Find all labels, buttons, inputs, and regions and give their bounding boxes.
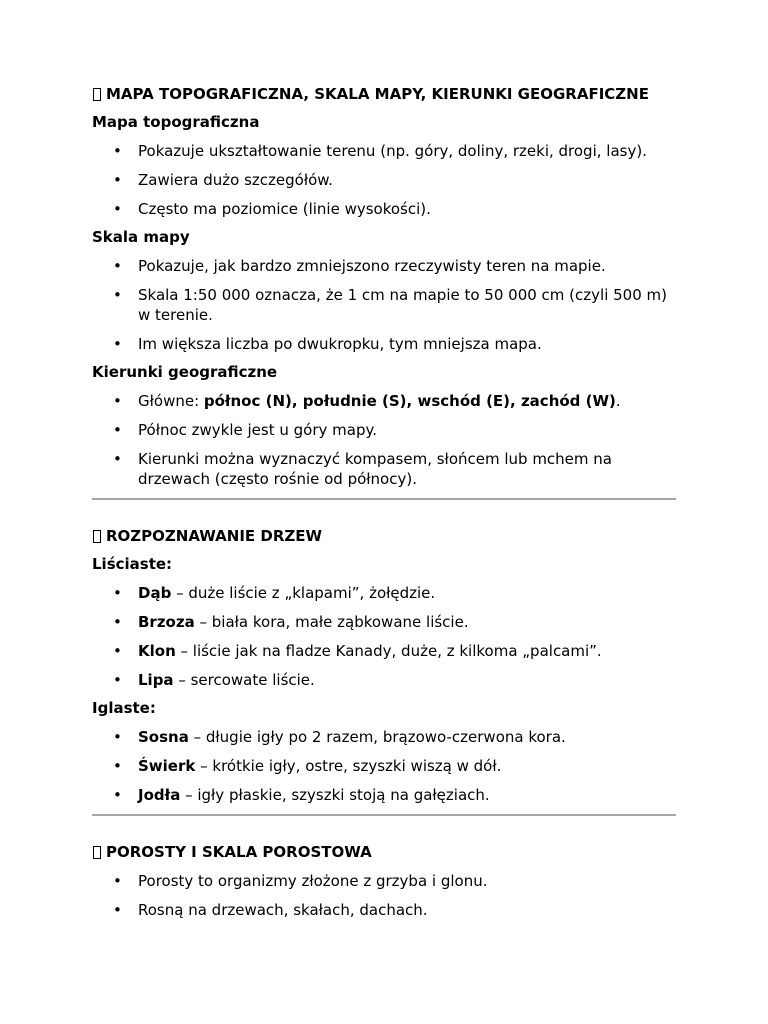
section-heading-text: POROSTY I SKALA POROSTOWA (106, 843, 372, 861)
missing-glyph-icon (93, 88, 101, 101)
bullet-icon: • (113, 613, 122, 631)
list-item: • Klon – liście jak na fladze Kanady, duże, z kilkoma „palcami”. (113, 642, 602, 660)
subheading-lisciaste: Liściaste: (92, 555, 173, 573)
list-mapa-topograficzna (92, 141, 676, 219)
missing-glyph-icon (93, 846, 101, 859)
list-iglaste (92, 727, 676, 805)
list-item: • Skala 1:50 000 oznacza, że 1 cm na mapie to 50 000 cm (czyli 500 m) w terenie. (113, 286, 667, 324)
section-heading-text: ROZPOZNAWANIE DRZEW (106, 527, 323, 545)
list-item: • Pokazuje, jak bardzo zmniejszono rzeczywisty teren na mapie. (113, 257, 606, 275)
list-item: • Lipa – sercowate liście. (113, 671, 315, 689)
section-heading-porosty (92, 843, 676, 861)
list-kierunki (92, 391, 676, 489)
list-item: • Zawiera dużo szczegółów. (113, 171, 333, 189)
list-item: • Często ma poziomice (linie wysokości). (113, 200, 431, 218)
bullet-icon: • (113, 872, 122, 890)
list-item: • Główne: północ (N), południe (S), wschód (E), zachód (W). (113, 392, 621, 410)
missing-glyph-icon (93, 530, 101, 543)
document-page (92, 85, 676, 929)
list-lisciaste (92, 583, 676, 690)
section-heading-drzewa (92, 527, 676, 545)
section-heading-mapa (92, 85, 676, 103)
subheading-kierunki: Kierunki geograficzne (92, 363, 278, 381)
list-item: • Rosną na drzewach, skałach, dachach. (113, 901, 428, 919)
bullet-icon: • (113, 171, 122, 189)
list-item: • Im większa liczba po dwukropku, tym mniejsza mapa. (113, 335, 542, 353)
bullet-icon: • (113, 200, 122, 218)
list-skala-mapy (92, 256, 676, 354)
subheading-iglaste: Iglaste: (92, 699, 156, 717)
bullet-icon: • (113, 257, 122, 275)
bullet-icon: • (113, 671, 122, 689)
bullet-icon: • (113, 757, 122, 775)
section-heading-text: MAPA TOPOGRAFICZNA, SKALA MAPY, KIERUNKI GEOGRAFICZNE (106, 85, 649, 103)
list-item: • Kierunki można wyznaczyć kompasem, słońcem lub mchem na drzewach (często rośnie od północy). (113, 450, 612, 488)
bullet-icon: • (113, 728, 122, 746)
bullet-icon: • (113, 901, 122, 919)
bullet-icon: • (113, 584, 122, 602)
bullet-icon: • (113, 392, 122, 410)
section-divider (92, 498, 676, 500)
list-item: • Pokazuje ukształtowanie terenu (np. góry, doliny, rzeki, drogi, lasy). (113, 142, 647, 160)
list-item: • Północ zwykle jest u góry mapy. (113, 421, 377, 439)
bullet-icon: • (113, 421, 122, 439)
list-item: • Sosna – długie igły po 2 razem, brązowo-czerwona kora. (113, 728, 566, 746)
subheading-mapa-topograficzna: Mapa topograficzna (92, 113, 260, 131)
bullet-icon: • (113, 335, 122, 353)
subheading-skala-mapy: Skala mapy (92, 228, 190, 246)
list-item: • Porosty to organizmy złożone z grzyba i glonu. (113, 872, 488, 890)
list-item: • Dąb – duże liście z „klapami”, żołędzie. (113, 584, 436, 602)
bullet-icon: • (113, 450, 122, 468)
list-porosty (92, 871, 676, 920)
list-item: • Świerk – krótkie igły, ostre, szyszki wiszą w dół. (113, 757, 502, 775)
bullet-icon: • (113, 286, 122, 304)
bullet-icon: • (113, 142, 122, 160)
bullet-icon: • (113, 642, 122, 660)
section-divider (92, 814, 676, 816)
list-item: • Brzoza – biała kora, małe ząbkowane liście. (113, 613, 469, 631)
list-item: • Jodła – igły płaskie, szyszki stoją na gałęziach. (113, 786, 490, 804)
bullet-icon: • (113, 786, 122, 804)
